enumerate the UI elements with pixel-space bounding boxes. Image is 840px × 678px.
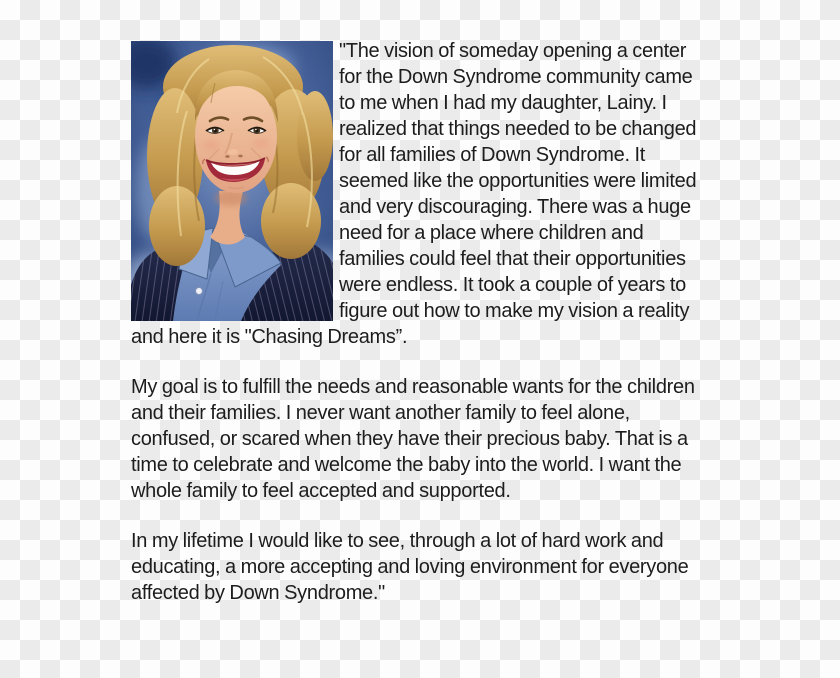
quote-paragraph-2: My goal is to fulfill the needs and reasonable wants for the children and their families. I never want another family to feel alone, confused, or scared when they have their precious baby. That is a time to celebrate and welcome the baby into the world. I want the whole family to feel accepted and supported. (131, 376, 695, 502)
face (195, 70, 278, 193)
portrait-photo (131, 41, 333, 321)
portrait-illustration (131, 41, 333, 321)
quote-paragraph-3: In my lifetime I would like to see, through a lot of hard work and educating, a more accepting and loving environment for everyone affected by Down Syndrome." (131, 530, 689, 604)
quote-paragraph-1: "The vision of someday opening a center for the Down Syndrome community came to me when I had my daughter, Lainy. I realized that things needed to be changed for all families of Down Syndrome. It seemed like the opportunities were limited and very discouraging. There was a huge need for a place where children and families could feel that their opportunities were endless. It took a couple of years to figure out how to make my vision a reality and here it is "Chasing Dreams”. (131, 40, 697, 348)
shirt-button (196, 288, 203, 295)
quote-block (131, 38, 712, 630)
